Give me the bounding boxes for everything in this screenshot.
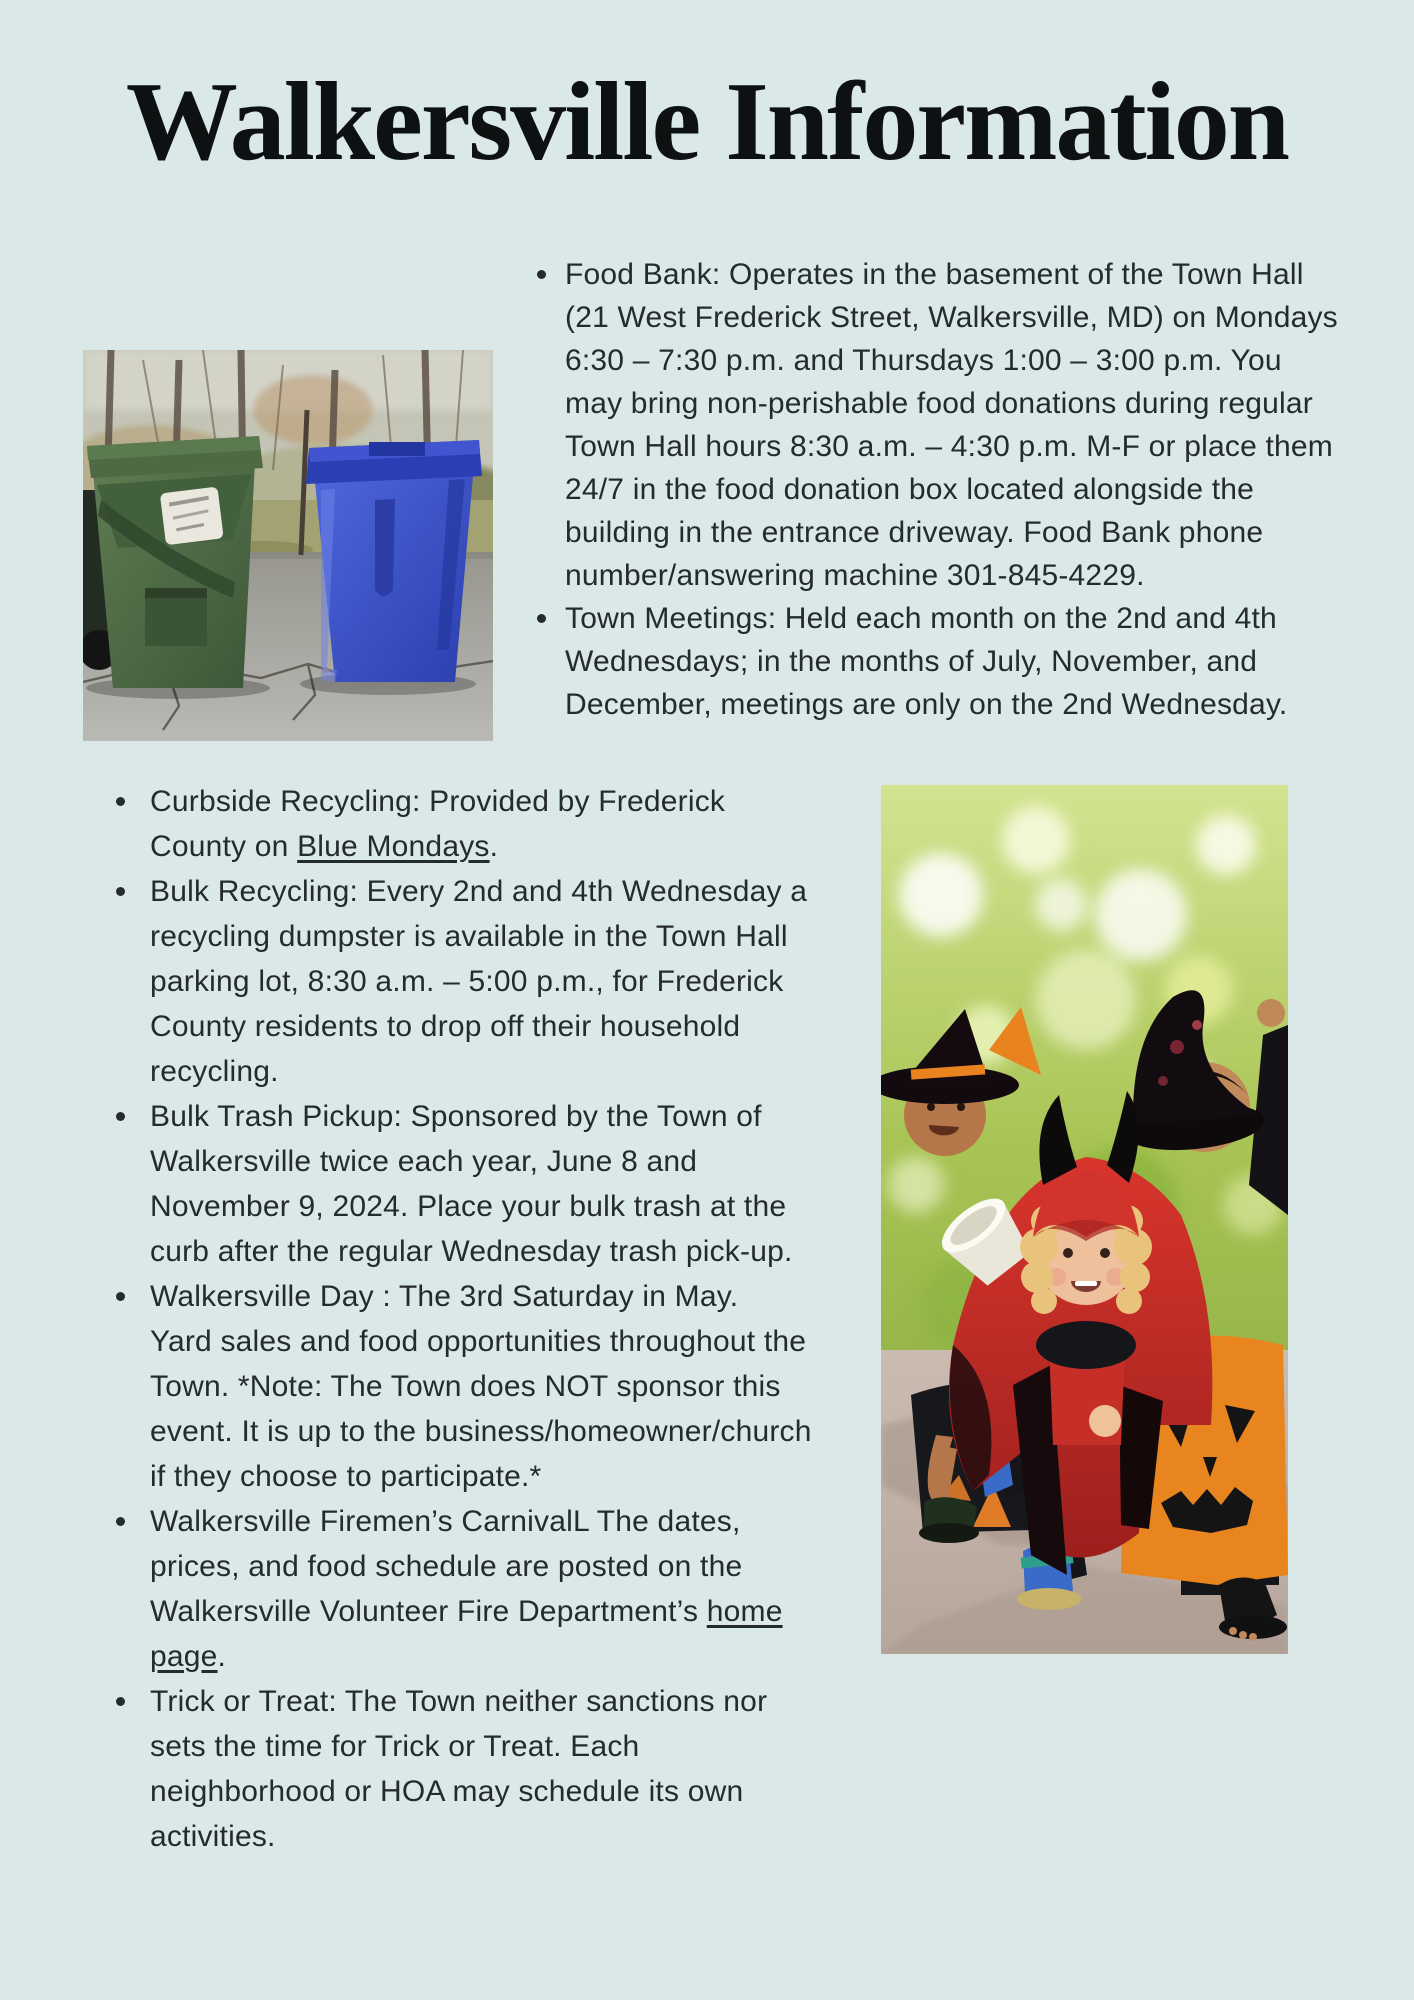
bullet-dot — [537, 614, 546, 623]
bulk-recycling-text: Bulk Recycling: Every 2nd and 4th Wednesday a recycling dumpster is available in the Town Hall parking lot, 8:30 a.m. – 5:00 p.m., for Frederick County residents to drop off their household recycling. — [150, 875, 808, 1088]
bullet-dot — [116, 1292, 125, 1301]
bullet-dot — [116, 1697, 125, 1706]
curbside-text-pre: Curbside Recycling: Provided by Frederick County on — [150, 785, 726, 863]
bullet-dot — [116, 1112, 125, 1121]
list-item-walkersville-day — [116, 1274, 822, 1499]
bullet-dot — [116, 1517, 125, 1526]
curbside-recycling-text — [150, 779, 822, 869]
halloween-kids-illustration — [881, 785, 1288, 1654]
blue-bin — [300, 440, 482, 695]
walkersville-day-text — [150, 1274, 822, 1499]
top-bullet-list — [537, 253, 1342, 726]
page-title: Walkersville Information — [125, 60, 1289, 184]
home-page-link[interactable]: home page — [150, 1595, 783, 1673]
list-item-trick-or-treat — [116, 1679, 822, 1859]
list-item-bulk-recycling — [116, 869, 822, 1094]
list-item-town-meetings — [537, 597, 1342, 726]
firemens-carnival-text — [150, 1499, 822, 1679]
trash-bins-photo — [83, 350, 493, 741]
bulk-trash-text: Bulk Trash Pickup: Sponsored by the Town of Walkersville twice each year, June 8 and November 9, 2024. Place your bulk trash at the curb after the regular Wednesday trash pick-up. — [150, 1100, 793, 1268]
blue-mondays-link[interactable]: Blue Mondays — [297, 830, 490, 863]
list-item-curbside-recycling — [116, 779, 822, 869]
green-bin — [86, 436, 270, 699]
food-bank-text: Food Bank: Operates in the basement of the Town Hall (21 West Frederick Street, Walkersville, MD) on Mondays 6:30 – 7:30 p.m. and Thursdays 1:00 – 3:00 p.m. You may bring non-perishable food donations during regular Town Hall hours 8:30 a.m. – 4:30 p.m. M-F or place them 24/7 in the food donation box located alongside the building in the entrance driveway. Food Bank phone number/answering machine 301-845-4229. — [565, 258, 1338, 592]
town-meetings-text: Town Meetings: Held each month on the 2nd and 4th Wednesdays; in the months of July, November, and December, meetings are only on the 2nd Wednesday. — [565, 602, 1288, 721]
walkersville-day-line2: Yard sales and food opportunities throughout the Town. *Note: The Town does NOT sponsor this event. It is up to the business/homeowner/church if they choose to participate.* — [150, 1325, 812, 1493]
bullet-dot — [116, 887, 125, 896]
bullet-dot — [116, 797, 125, 806]
trick-or-treat-text: Trick or Treat: The Town neither sanctions nor sets the time for Trick or Treat. Each neighborhood or HOA may schedule its own activities. — [150, 1685, 768, 1853]
list-item-firemens-carnival — [116, 1499, 822, 1679]
curbside-text-post: . — [489, 830, 499, 863]
carnival-text-pre: Walkersville Firemen’s CarnivalL The dates, prices, and food schedule are posted on the Walkersville Volunteer Fire Department’s — [150, 1505, 743, 1628]
bullet-dot — [537, 270, 546, 279]
walkersville-day-line1: Walkersville Day : The 3rd Saturday in May. — [150, 1280, 739, 1313]
list-item-food-bank — [537, 253, 1342, 597]
list-item-bulk-trash — [116, 1094, 822, 1274]
trash-bins-illustration — [83, 350, 493, 741]
halloween-kids-photo — [881, 785, 1288, 1654]
bottom-bullet-list — [116, 779, 822, 1859]
carnival-text-post: . — [217, 1640, 227, 1673]
